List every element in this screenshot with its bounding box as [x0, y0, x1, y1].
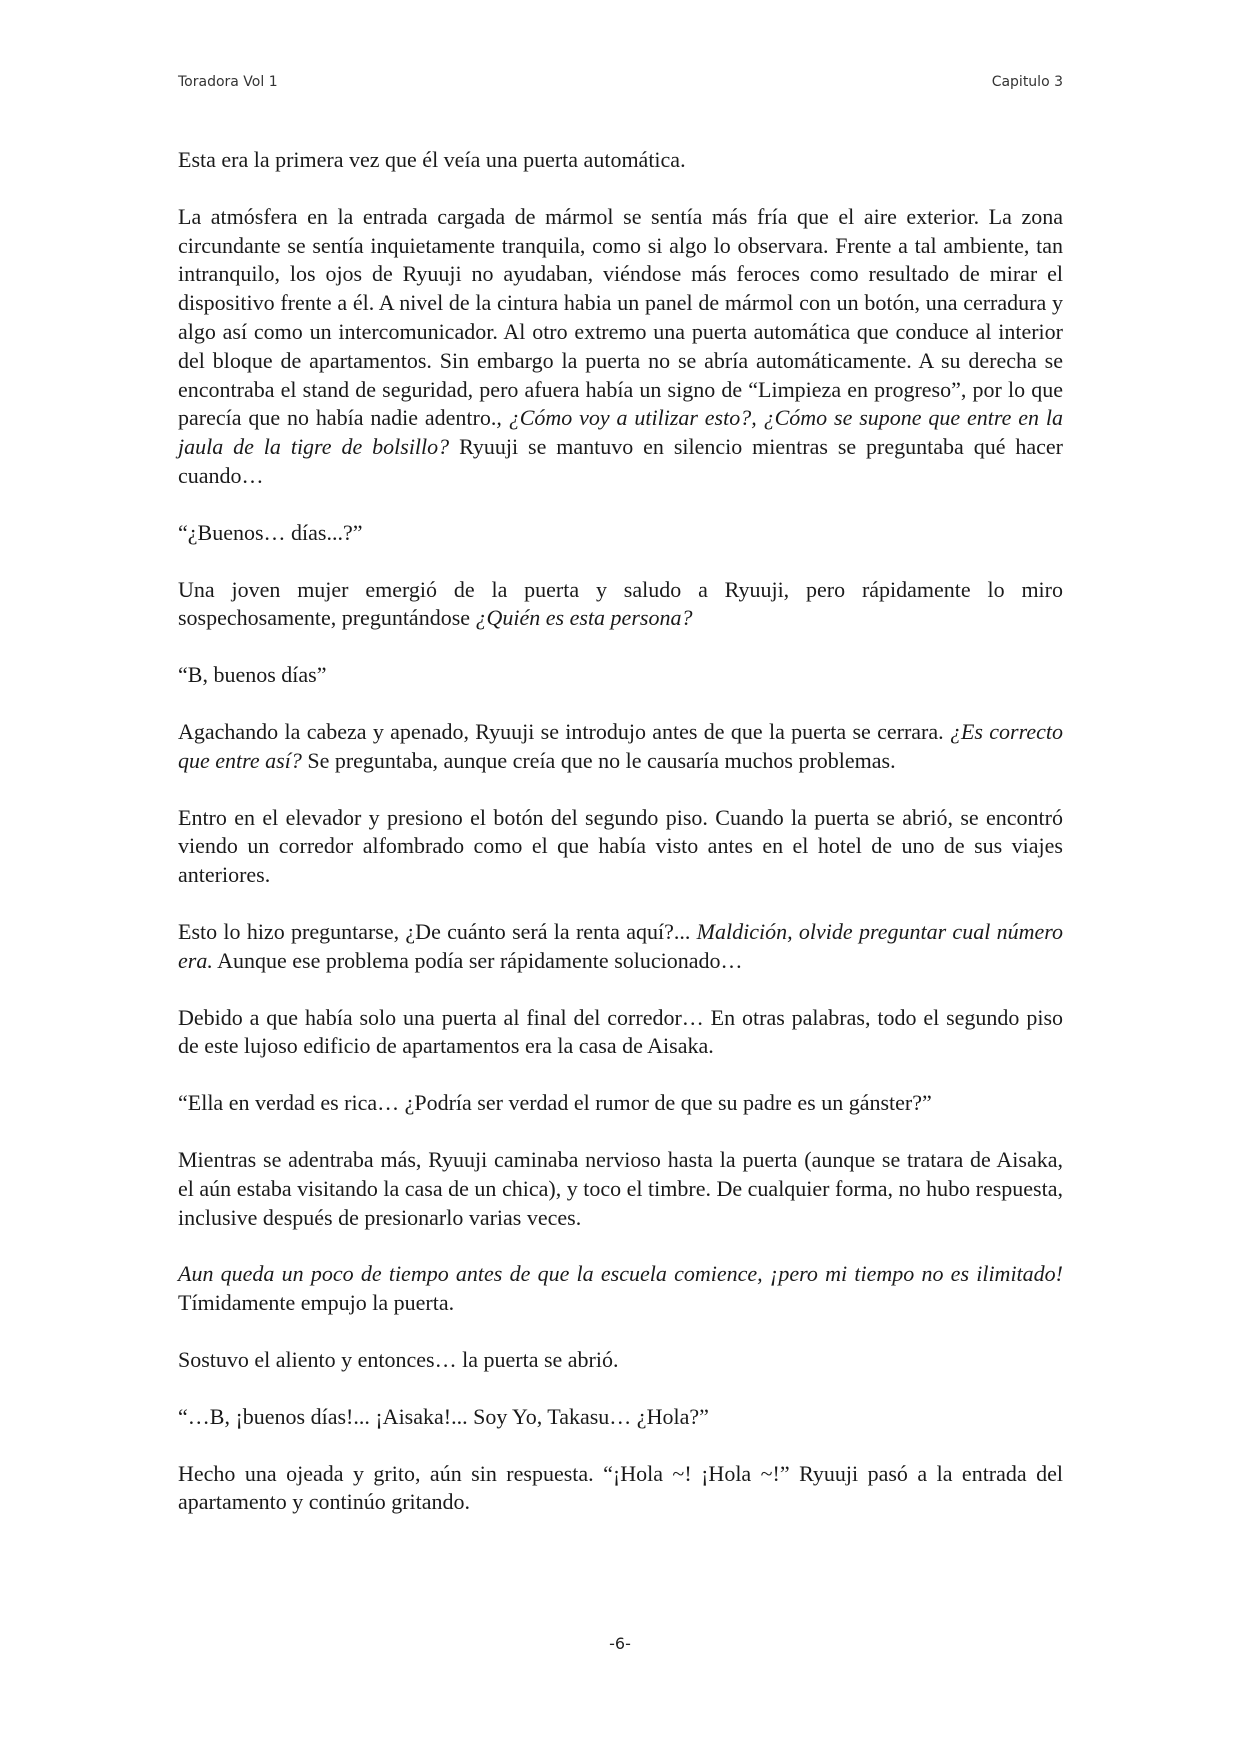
paragraph [178, 1260, 1063, 1318]
header-book-title: Toradora Vol 1 [178, 74, 278, 90]
paragraph-italic-text: Aun queda un poco de tiempo antes de que la escuela comience, ¡pero mi tiempo no es ilimitado! [178, 1261, 1063, 1287]
paragraph-text: Esta era la primera vez que él veía una puerta automática. [178, 147, 686, 172]
paragraph-text: Tímidamente empujo la puerta. [178, 1290, 455, 1316]
paragraph-text: Agachando la cabeza y apenado, Ryuuji se introdujo antes de que la puerta se cerrara. [178, 718, 950, 744]
paragraph [178, 718, 1063, 776]
paragraph [178, 519, 1063, 548]
paragraph-text: Hecho una ojeada y grito, aún sin respuesta. “¡Hola ~! ¡Hola ~!” Ryuuji pasó a la entrada del apartamento y continúo gritando. [178, 1460, 1063, 1515]
paragraph-text: Una joven mujer emergió de la puerta y saludo a Ryuuji, pero rápidamente lo miro sospechosamente, preguntándose [178, 576, 1063, 631]
paragraph-text: Esto lo hizo preguntarse, ¿De cuánto será la renta aquí?... [178, 918, 697, 944]
dialogue-line: “¿Buenos… días...?” [178, 519, 363, 545]
page-header [178, 74, 1063, 98]
paragraph-italic-text: Maldición, olvide preguntar cual número era. [178, 918, 1064, 973]
page-number: -6- [609, 1634, 631, 1653]
paragraph [178, 1089, 1063, 1118]
paragraph [178, 576, 1063, 634]
paragraph-italic-text: ¿Es correcto que entre así? [178, 718, 1064, 773]
paragraph [178, 203, 1063, 491]
paragraph-italic-text: , ¿Cómo voy a utilizar esto?, ¿Cómo se supone que entre en la jaula de la tigre de bolsillo? [178, 405, 1064, 460]
paragraph [178, 1004, 1063, 1062]
paragraph [178, 146, 1063, 175]
paragraph [178, 1460, 1063, 1518]
page-body [178, 146, 1063, 1545]
paragraph-text: Entro en el elevador y presiono el botón del segundo piso. Cuando la puerta se abrió, se encontró viendo un corredor alfombrado como el que había visto antes en el hotel de uno de sus viajes anteriores. [178, 804, 1063, 888]
paragraph-text: La atmósfera en la entrada cargada de mármol se sentía más fría que el aire exterior. La zona circundante se sentía inquietamente tranquila, como si algo lo observara. Frente a tal ambiente, tan intranquilo, los ojos de Ryuuji no ayudaban, viéndose más feroces como resultado de mirar el dispositivo frente a él. A nivel de la cintura habia un panel de mármol con un botón, una cerradura y algo así como un intercomunicador. Al otro extremo una puerta automática que conduce al interior del bloque de apartamentos. Sin embargo la puerta no se abría automáticamente. A su derecha se encontraba el stand de seguridad, pero afuera había un signo de “Limpieza en progreso”, por lo que parecía que no había nadie adentro. [178, 203, 1063, 431]
paragraph-italic-text: ¿Quién es esta persona? [475, 605, 693, 631]
paragraph [178, 1403, 1063, 1432]
paragraph [178, 1346, 1063, 1375]
paragraph [178, 918, 1063, 976]
paragraph-text: Mientras se adentraba más, Ryuuji caminaba nervioso hasta la puerta (aunque se tratara de Aisaka, el aún estaba visitando la casa de un chica), y toco el timbre. De cualquier forma, no hubo respuesta, inclusive después de presionarlo varias veces. [178, 1146, 1063, 1230]
paragraph-text: Ryuuji se mantuvo en silencio mientras se preguntaba qué hacer cuando… [178, 434, 1063, 488]
dialogue-line: “Ella en verdad es rica… ¿Podría ser verdad el rumor de que su padre es un gánster?” [178, 1090, 932, 1116]
paragraph [178, 661, 1063, 690]
paragraph-text: Aunque ese problema podía ser rápidamente solucionado… [212, 947, 743, 973]
header-chapter: Capitulo 3 [991, 74, 1063, 90]
paragraph-text: Debido a que había solo una puerta al final del corredor… En otras palabras, todo el segundo piso de este lujoso edificio de apartamentos era la casa de Aisaka. [178, 1004, 1063, 1059]
paragraph-text: Sostuvo el aliento y entonces… la puerta se abrió. [178, 1346, 619, 1372]
dialogue-line: “B, buenos días” [178, 662, 327, 688]
paragraph [178, 1146, 1063, 1232]
dialogue-line: “…B, ¡buenos días!... ¡Aisaka!... Soy Yo, Takasu… ¿Hola?” [178, 1403, 709, 1429]
paragraph-text: Se preguntaba, aunque creía que no le causaría muchos problemas. [301, 747, 896, 773]
paragraph [178, 804, 1063, 890]
